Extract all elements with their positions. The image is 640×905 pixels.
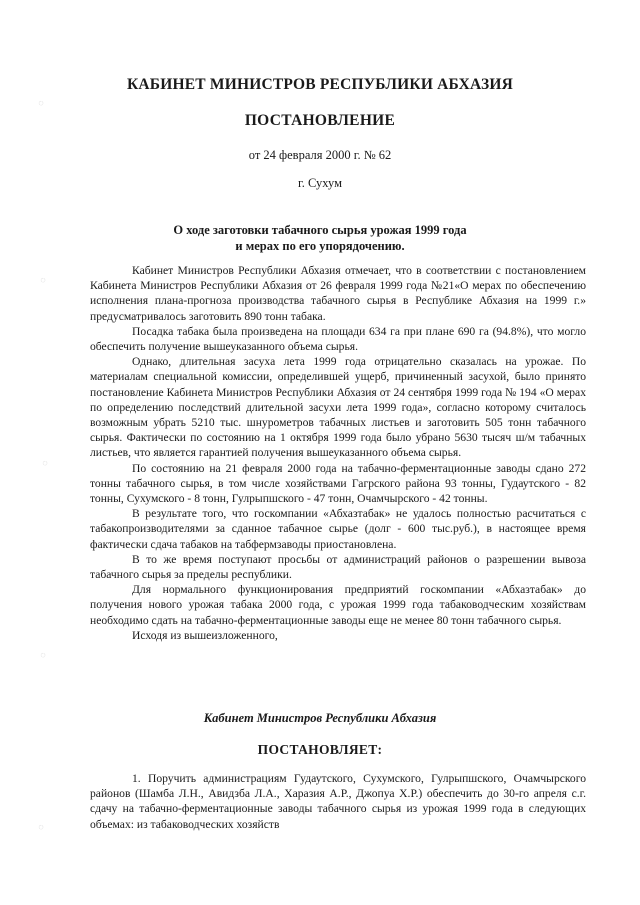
paragraph: В то же время поступают просьбы от администраций районов о разрешении вывоза табачного сырья за пределы республики. (90, 552, 586, 582)
city-line: г. Сухум (297, 176, 342, 190)
date-number-line: от 24 февраля 2000 г. № 62 (248, 148, 392, 162)
organization-title: КАБИНЕТ МИНИСТРОВ РЕСПУБЛИКИ АБХАЗИЯ (126, 76, 514, 93)
document-type: ПОСТАНОВЛЕНИЕ (244, 112, 396, 129)
paragraph: Для нормального функционирования предприятий госкомпании «Абхазтабак» до получения нового урожая табака 2000 года, с урожая 1999 года табаководческим хозяйствам необходимо сдать на табачно-ферментационные заводы еще не менее 80 тонн табачного сырья. (90, 583, 586, 627)
resolution-items (90, 771, 586, 832)
resolution-issuer: Кабинет Министров Республики Абхазия (203, 711, 437, 725)
margin-scan-mark: ◌ (39, 459, 51, 467)
paragraph: В результате того, что госкомпании «Абхазтабак» не удалось полностью расчитаться с табакопроизводителями за сданное табачное сырье (долг - 600 тыс.руб.), в настоящее время фактически сдача табаков на табфермзаводы приостановлена. (90, 507, 586, 551)
paragraph: По состоянию на 21 февраля 2000 года на табачно-ферментационные заводы сдано 272 тонны табачного сырья, в том числе хозяйствами Гагрского района 93 тонны, Гудаутского - 82 тонны, Сухумского - 8 тонн, Гулрыпшского - 47 тонн, Очамчырского - 42 тонны. (90, 461, 586, 506)
paragraph: Кабинет Министров Республики Абхазия отмечает, что в соответствии с постановлением Кабинета Министров Республики Абхазия от 26 февраля 1999 года №21«О мерах по обеспечению исполнения плана-прогноза производства табачного сырья в Республике Абхазия на 1999 г.» предусматривалось заготовить 890 тонн табака. (90, 264, 586, 323)
resolution-verb: ПОСТАНОВЛЯЕТ: (257, 742, 383, 757)
resolution-item-1: 1. Поручить администрациям Гудаутского, Сухумского, Гулрыпшского, Очамчырского районов (Шамба Л.Н., Авидзба Л.А., Харазия А.Р., Джопуа Х.Р.) обеспечить до 30-го апреля с.г. сдачу на табачно-ферментационные заводы табачного сырья из урожая 1999 года в следующих объемах: из табаководческих хозяйств (90, 772, 586, 831)
margin-scan-mark: ◌ (37, 651, 49, 659)
paragraph: Исходя из вышеизложенного, (132, 628, 278, 642)
paragraph: Однако, длительная засуха лета 1999 года отрицательно сказалась на урожае. По материалам специальной комиссии, определившей ущерб, причиненный засухой, было принято постановление Кабинета Министров Республики Абхазия от 24 сентября 1999 года № 194 «О мерах по определению последствий длительной засухи лета 1999 года», согласно которому считалось возможным убрать 5210 тыс. шнурометров табачных листьев и заготовить 505 тонн табачного сырья. Фактически по состоянию на 1 октября 1999 года было убрано 5630 тысяч ш/м табачных листьев, что является гарантией получения вышеуказанного объема сырья. (90, 355, 586, 460)
subject-heading (0, 222, 640, 254)
paragraph: Посадка табака была произведена на площади 634 га при плане 690 га (94.8%), что могло обеспечить получение вышеуказанного объема сырья. (90, 324, 586, 354)
margin-scan-mark: ◌ (37, 276, 49, 284)
margin-scan-mark: ◌ (35, 823, 47, 831)
margin-scan-mark: ◌ (35, 99, 47, 107)
document-body (90, 263, 586, 643)
subject-line-1: О ходе заготовки табачного сырья урожая 1999 года (173, 223, 467, 237)
subject-line-2: и мерах по его упорядочению. (235, 239, 405, 253)
